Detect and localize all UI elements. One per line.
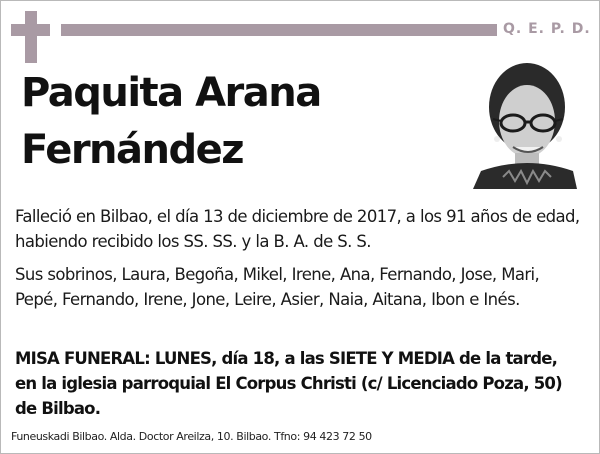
qepd-label: Q. E. P. D. — [503, 21, 591, 37]
family-list: Sus sobrinos, Laura, Begoña, Mikel, Irene, Ana, Fernando, Jose, Mari, Pepé, Fernando, Irene, Jone, Leire, Asier, Naia, Aitana, Ibon e Inés. — [15, 265, 540, 309]
deceased-name — [21, 65, 321, 179]
portrait-photo — [473, 59, 577, 189]
funeral-home-footer: Funeuskadi Bilbao. Alda. Doctor Areilza, 10. Bilbao. Tfno: 94 423 72 50 — [11, 430, 372, 443]
death-announcement: Falleció en Bilbao, el día 13 de diciembre de 2017, a los 91 años de edad, habiendo recibido los SS. SS. y la B. A. de S. S. — [15, 207, 580, 251]
portrait-illustration — [473, 59, 577, 189]
header-rule — [61, 24, 497, 36]
name-line-2: Fernández — [21, 127, 244, 173]
cross-icon-arm — [11, 24, 50, 36]
cross-icon — [25, 11, 37, 63]
name-line-1: Paquita Arana — [21, 70, 321, 116]
funeral-mass-info: MISA FUNERAL: LUNES, día 18, a las SIETE Y MEDIA de la tarde, en la iglesia parroquial El Corpus Christi (c/ Licenciado Poza, 50) de Bilbao. — [15, 349, 562, 418]
